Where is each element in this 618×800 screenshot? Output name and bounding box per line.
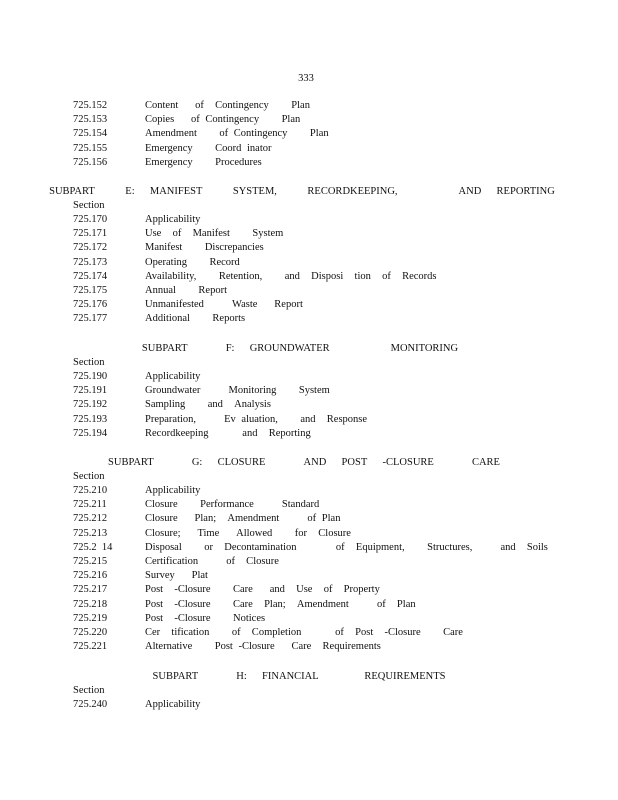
toc-entry bbox=[73, 213, 200, 227]
toc-entry bbox=[73, 598, 416, 612]
section-label: Section bbox=[73, 357, 105, 368]
section-title: Emergency Coord inator bbox=[145, 142, 272, 154]
section-number: 725.193 bbox=[73, 413, 108, 425]
toc-entry bbox=[73, 227, 283, 241]
section-title: Annual Report bbox=[145, 285, 227, 296]
section-number: 725.219 bbox=[73, 612, 108, 624]
toc-entry bbox=[73, 413, 367, 427]
toc-entry bbox=[73, 555, 279, 569]
section-number: 725.173 bbox=[73, 256, 108, 268]
section-number: 725.217 bbox=[73, 584, 108, 596]
page-number: 333 bbox=[298, 73, 314, 84]
section-number: 725.156 bbox=[73, 156, 108, 168]
section-title: Operating Record bbox=[145, 256, 240, 268]
section-title: Applicability bbox=[145, 214, 201, 225]
section-title: Content of Contingency Plan bbox=[145, 100, 310, 111]
toc-entry bbox=[73, 298, 303, 312]
toc-entry bbox=[73, 284, 227, 298]
section-title: Groundwater Monitoring System bbox=[145, 385, 330, 397]
toc-entry bbox=[73, 384, 330, 398]
toc-entry bbox=[73, 270, 437, 284]
section-label: Section bbox=[73, 685, 105, 696]
section-number: 725.191 bbox=[73, 385, 108, 397]
section-number: 725.215 bbox=[73, 556, 108, 567]
toc-entry bbox=[73, 427, 311, 441]
section-title: Post -Closure Care Plan; Amendment of Plan bbox=[145, 598, 416, 610]
toc-entry bbox=[73, 156, 262, 170]
toc-entry bbox=[73, 113, 300, 127]
toc-entry bbox=[73, 99, 310, 113]
section-label: Section bbox=[73, 471, 105, 482]
section-number: 725.174 bbox=[73, 270, 108, 282]
section-title: Closure; Time Allowed for Closure bbox=[145, 527, 351, 539]
section-title: Use of Manifest System bbox=[145, 228, 284, 240]
section-title: Closure Plan; Amendment of Plan bbox=[145, 513, 341, 525]
toc-entry bbox=[73, 256, 240, 270]
section-number: 725.213 bbox=[73, 527, 108, 539]
section-title: Certification of Closure bbox=[145, 556, 279, 567]
section-number: 725.211 bbox=[73, 499, 107, 511]
section-number: 725.216 bbox=[73, 570, 108, 582]
section-title: Post -Closure Care and Use of Property bbox=[145, 584, 380, 596]
section-title: Closure Performance Standard bbox=[145, 499, 320, 511]
toc-entry bbox=[73, 312, 245, 326]
section-title: Unmanifested Waste Report bbox=[145, 299, 303, 311]
toc-entry bbox=[73, 569, 208, 583]
section-number: 725.171 bbox=[73, 228, 108, 240]
section-number: 725.210 bbox=[73, 485, 108, 496]
subpart-heading: SUBPART H: FINANCIAL REQUIREMENTS bbox=[152, 671, 446, 682]
section-title: Cer tification of Completion of Post -Closure Care bbox=[145, 627, 463, 638]
section-number: 725.192 bbox=[73, 399, 108, 411]
toc-entry bbox=[73, 541, 548, 555]
toc-entry bbox=[73, 640, 381, 654]
section-title: Sampling and Analysis bbox=[145, 399, 271, 411]
section-number: 725.2 14 bbox=[73, 541, 113, 553]
section-number: 725.175 bbox=[73, 285, 108, 296]
section-number: 725.190 bbox=[73, 371, 108, 382]
section-title: Availability, Retention, and Disposi tion of Records bbox=[145, 270, 437, 282]
section-title: Amendment of Contingency Plan bbox=[145, 128, 329, 140]
section-number: 725.194 bbox=[73, 427, 108, 439]
section-number: 725.154 bbox=[73, 128, 108, 140]
section-number: 725.155 bbox=[73, 142, 108, 154]
toc-entry bbox=[73, 484, 200, 498]
toc-entry bbox=[73, 527, 351, 541]
toc-entry bbox=[73, 142, 272, 156]
section-title: Applicability bbox=[145, 699, 201, 710]
toc-entry bbox=[73, 498, 319, 512]
section-title: Disposal or Decontamination of Equipment, Structures, and Soils bbox=[145, 541, 548, 553]
section-title: Recordkeeping and Reporting bbox=[145, 427, 311, 439]
toc-entry bbox=[73, 583, 380, 597]
toc-entry bbox=[73, 241, 264, 255]
section-number: 725.172 bbox=[73, 242, 108, 254]
section-number: 725.220 bbox=[73, 627, 108, 638]
section-title: Copies of Contingency Plan bbox=[145, 114, 301, 126]
section-number: 725.153 bbox=[73, 114, 108, 126]
subpart-heading: SUBPART F: GROUNDWATER MONITORING bbox=[141, 343, 459, 354]
section-number: 725.170 bbox=[73, 214, 108, 225]
section-title: Applicability bbox=[145, 371, 201, 382]
section-title: Manifest Discrepancies bbox=[145, 242, 264, 254]
section-number: 725.212 bbox=[73, 513, 108, 525]
section-number: 725.177 bbox=[73, 313, 108, 325]
toc-entry bbox=[73, 612, 265, 626]
section-title: Applicability bbox=[145, 485, 201, 496]
toc-entry bbox=[73, 127, 329, 141]
section-number: 725.240 bbox=[73, 699, 108, 710]
section-title: Emergency Procedures bbox=[145, 156, 262, 168]
toc-entry bbox=[73, 370, 200, 384]
toc-entry bbox=[73, 626, 463, 640]
section-label: Section bbox=[73, 200, 105, 211]
section-number: 725.152 bbox=[73, 100, 108, 111]
subpart-heading: SUBPART E: MANIFEST SYSTEM, RECORDKEEPING, AND REPORTING bbox=[49, 186, 555, 197]
section-title: Post -Closure Notices bbox=[145, 612, 266, 624]
section-title: Alternative Post -Closure Care Requirements bbox=[145, 641, 381, 653]
toc-entry bbox=[73, 398, 271, 412]
section-number: 725.176 bbox=[73, 299, 108, 311]
section-title: Survey Plat bbox=[145, 570, 208, 582]
section-number: 725.221 bbox=[73, 641, 108, 653]
subpart-heading: SUBPART G: CLOSURE AND POST -CLOSURE CARE bbox=[108, 457, 500, 468]
toc-entry bbox=[73, 698, 200, 712]
section-title: Preparation, Ev aluation, and Response bbox=[145, 413, 368, 425]
toc-entry bbox=[73, 512, 340, 526]
section-number: 725.218 bbox=[73, 598, 108, 610]
section-title: Additional Reports bbox=[145, 313, 246, 325]
